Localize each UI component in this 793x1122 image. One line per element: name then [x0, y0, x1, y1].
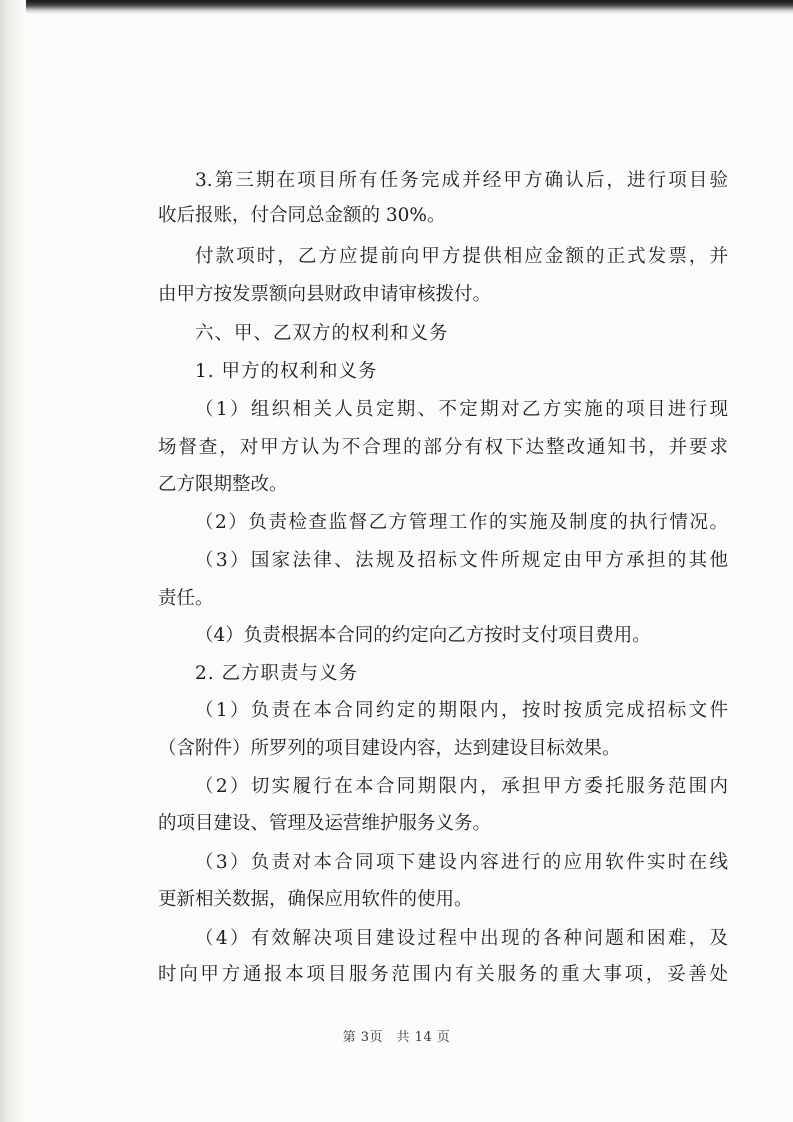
subsection-heading: 1. 甲方的权利和义务 — [195, 361, 378, 382]
subsection-heading: 2. 乙方职责与义务 — [195, 663, 359, 684]
text-line: （3）负责对本合同项下建设内容进行的应用软件实时在线 — [195, 852, 728, 873]
section-heading: 六、甲、乙双方的权利和义务 — [195, 323, 449, 344]
text-line: 由甲方按发票额向县财政申请审核拨付。 — [158, 284, 492, 305]
text-line: 的项目建设、管理及运营维护服务义务。 — [158, 813, 492, 834]
scan-top-edge — [0, 0, 793, 14]
scan-left-edge — [0, 0, 26, 1122]
text-line: 更新相关数据，确保应用软件的使用。 — [158, 889, 473, 910]
text-line: 收后报账，付合同总金额的 30%。 — [158, 205, 446, 226]
text-line: （1）负责在本合同约定的期限内，按时按质完成招标文件 — [195, 700, 728, 721]
page-number-footer: 第 3页 共 14 页 — [342, 1030, 451, 1045]
text-line: （1）组织相关人员定期、不定期对乙方实施的项目进行现 — [195, 399, 728, 420]
text-line: （2）负责检查监督乙方管理工作的实施及制度的执行情况。 — [195, 512, 728, 533]
text-line: 付款项时，乙方应提前向甲方提供相应金额的正式发票，并 — [195, 246, 728, 267]
text-line: 乙方限期整改。 — [158, 474, 288, 495]
text-line: （4）负责根据本合同的约定向乙方按时支付项目费用。 — [195, 625, 651, 646]
text-line: 时向甲方通报本项目服务范围内有关服务的重大事项，妥善处 — [158, 964, 728, 985]
text-line: （2）切实履行在本合同期限内，承担甲方委托服务范围内 — [195, 776, 728, 797]
text-line: 3.第三期在项目所有任务完成并经甲方确认后，进行项目验 — [195, 170, 728, 191]
text-line: （含附件）所罗列的项目建设内容，达到建设目标效果。 — [158, 738, 621, 759]
text-line: 场督查，对甲方认为不合理的部分有权下达整改通知书，并要求 — [158, 437, 728, 458]
text-line: 责任。 — [158, 588, 214, 609]
text-line: （3）国家法律、法规及招标文件所规定由甲方承担的其他 — [195, 550, 728, 571]
text-line: （4）有效解决项目建设过程中出现的各种问题和困难，及 — [195, 928, 728, 949]
